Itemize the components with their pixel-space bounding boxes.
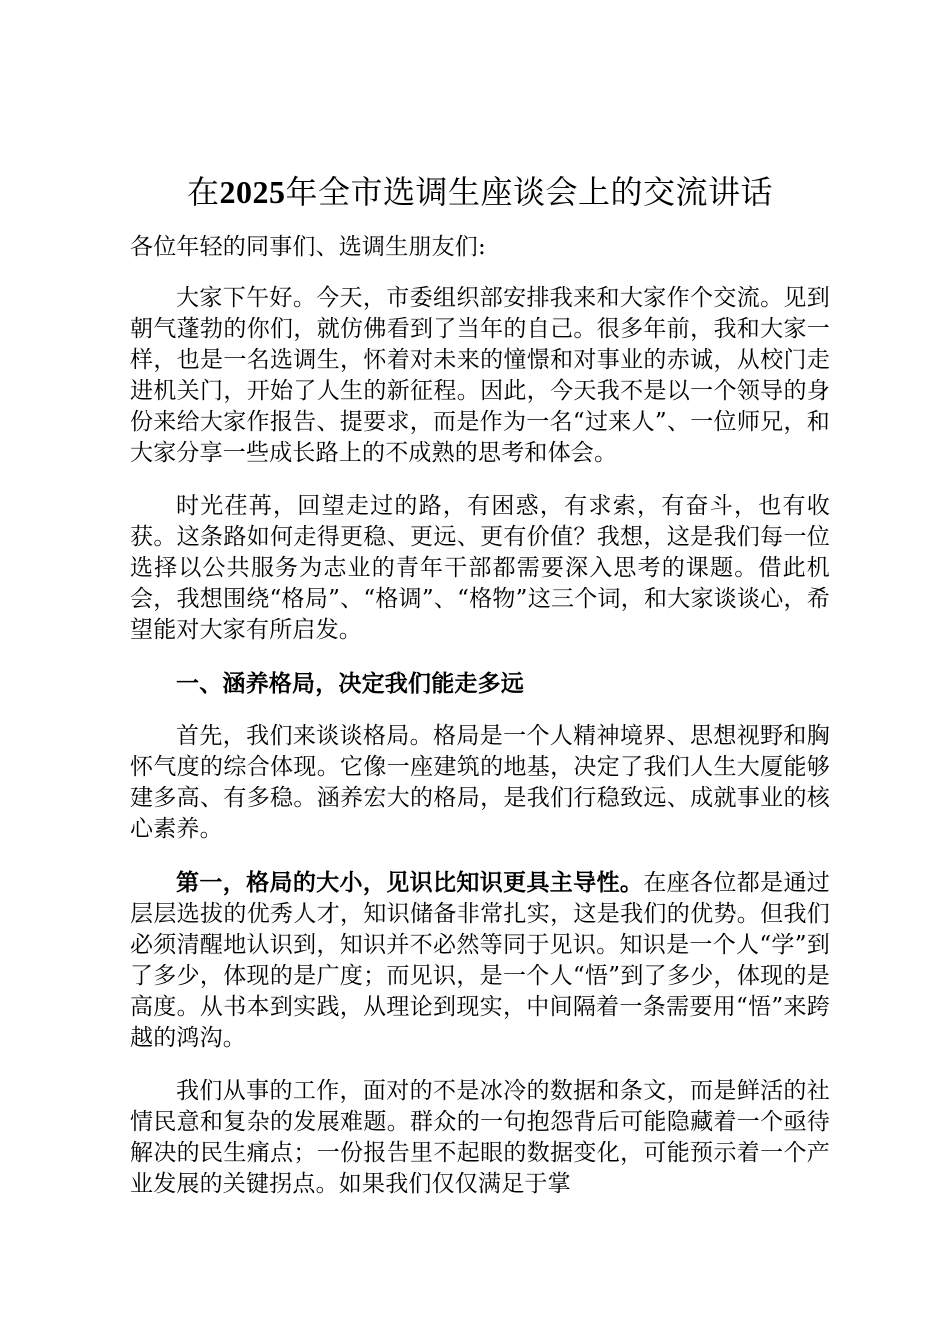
title-year: 2025	[219, 174, 286, 210]
salutation: 各位年轻的同事们、选调生朋友们:	[130, 234, 486, 260]
title-suffix: 年全市选调生座谈会上的交流讲话	[285, 173, 774, 211]
point-1-paragraph	[130, 867, 830, 1054]
section1-intro: 首先，我们来谈谈格局。格局是一个人精神境界、思想视野和胸怀气度的综合体现。它像一座建筑的地基，决定了我们人生大厦能够建多高、有多稳。涵养宏大的格局，是我们行稳致远、成就事业的核心素养。	[130, 723, 830, 842]
point-1-lead: 第一，格局的大小，见识比知识更具主导性。	[176, 869, 644, 896]
section-heading-1: 一、涵养格局，决定我们能走多远	[176, 670, 524, 697]
title-prefix: 在	[186, 173, 220, 211]
point-1-body: 在座各位都是通过层层选拔的优秀人才，知识储备非常扎实，这是我们的优势。但我们必须清醒地认识到，知识并不必然等同于见识。知识是一个人“学”到了多少，体现的是广度；而见识，是一个人“悟”到了多少，体现的是高度。从书本到实践，从理论到现实，中间隔着一条需要用“悟”来跨越的鸿沟。	[130, 870, 831, 1051]
paragraph-opening: 大家下午好。今天，市委组织部安排我来和大家作个交流。见到朝气蓬勃的你们，就仿佛看到了当年的自己。很多年前，我和大家一样，也是一名选调生，怀着对未来的憧憬和对事业的赤诚，从校门走进机关门，开始了人生的新征程。因此，今天我不是以一个领导的身份来给大家作报告、提要求，而是作为一名“过来人”、一位师兄，和大家分享一些成长路上的不成熟的思考和体会。	[130, 285, 830, 466]
document-page	[130, 168, 830, 1222]
point-1-follow: 我们从事的工作，面对的不是冰冷的数据和条文，而是鲜活的社情民意和复杂的发展难题。群众的一句抱怨背后可能隐藏着一个亟待解决的民生痛点；一份报告里不起眼的数据变化，可能预示着一个产业发展的关键拐点。如果我们仅仅满足于掌	[130, 1078, 830, 1197]
paragraph-reflection: 时光荏苒，回望走过的路，有困惑，有求索，有奋斗，也有收获。这条路如何走得更稳、更远、更有价值？我想，这是我们每一位选择以公共服务为志业的青年干部都需要深入思考的课题。借此机会，我想围绕“格局”、“格调”、“格物”这三个词，和大家谈谈心，希望能对大家有所启发。	[130, 493, 830, 643]
document-title	[130, 168, 830, 216]
